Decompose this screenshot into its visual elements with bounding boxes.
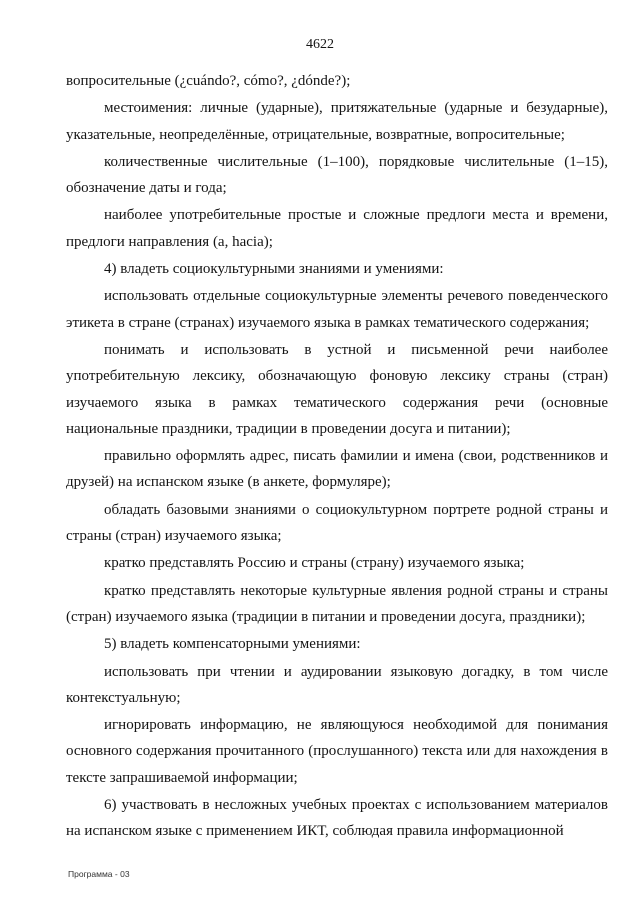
paragraph-prepositions: наиболее употребительные простые и сложные предлоги места и времени, предлоги направления (a, hacia); [66, 207, 608, 250]
paragraph-cultural-phenomena: кратко представлять некоторые культурные явления родной страны и страны (стран) изучаемого языка (традиции в питании и проведении досуга, праздники); [66, 582, 608, 625]
paragraph-background-lexicon: понимать и использовать в устной и письменной речи наиболее употребительную лексику, обозначающую фоновую лексику страны (стран) изучаемого языка в рамках тематического содержания речи (основные национальные праздники, традиции в проведении досуга и питании); [66, 341, 608, 437]
paragraph-address-names: правильно оформлять адрес, писать фамилии и имена (свои, родственников и друзей) на испанском языке (в анкете, формуляре); [66, 448, 608, 491]
paragraph-projects: 6) участвовать в несложных учебных проектах с использованием материалов на испанском языке с применением ИКТ, соблюдая правила информационной [66, 797, 608, 840]
paragraph-ignore-info: игнорировать информацию, не являющуюся необходимой для понимания основного содержания прочитанного (прослушанного) текста или для нахождения в тексте запрашиваемой информации; [66, 717, 608, 786]
paragraph-etiquette: использовать отдельные социокультурные элементы речевого поведенческого этикета в стране (странах) изучаемого языка в рамках тематического содержания; [66, 288, 608, 331]
paragraph-numerals: количественные числительные (1–100), порядковые числительные (1–15), обозначение даты и года; [66, 153, 608, 197]
paragraph-present-russia: кратко представлять Россию и страны (страну) изучаемого языка; [104, 555, 525, 572]
paragraph-sociocultural-heading: 4) владеть социокультурными знаниями и умениями: [104, 261, 444, 278]
paragraph-basic-knowledge: обладать базовыми знаниями о социокультурном портрете родной страны и страны (стран) изучаемого языка; [66, 501, 608, 545]
page-number: 4622 [306, 37, 334, 52]
paragraph-pronouns: местоимения: личные (ударные), притяжательные (ударные и безударные), указательные, неопределённые, отрицательные, возвратные, вопросительные; [66, 100, 608, 143]
document-body [66, 68, 608, 846]
paragraph-language-guess: использовать при чтении и аудировании языковую догадку, в том числе контекстуальную; [66, 663, 608, 706]
paragraph-interrogatives: вопросительные (¿cuándo?, cómo?, ¿dónde?); [66, 73, 351, 89]
paragraph-compensatory-heading: 5) владеть компенсаторными умениями: [104, 636, 361, 653]
footer-program-label: Программа - 03 [68, 869, 130, 879]
